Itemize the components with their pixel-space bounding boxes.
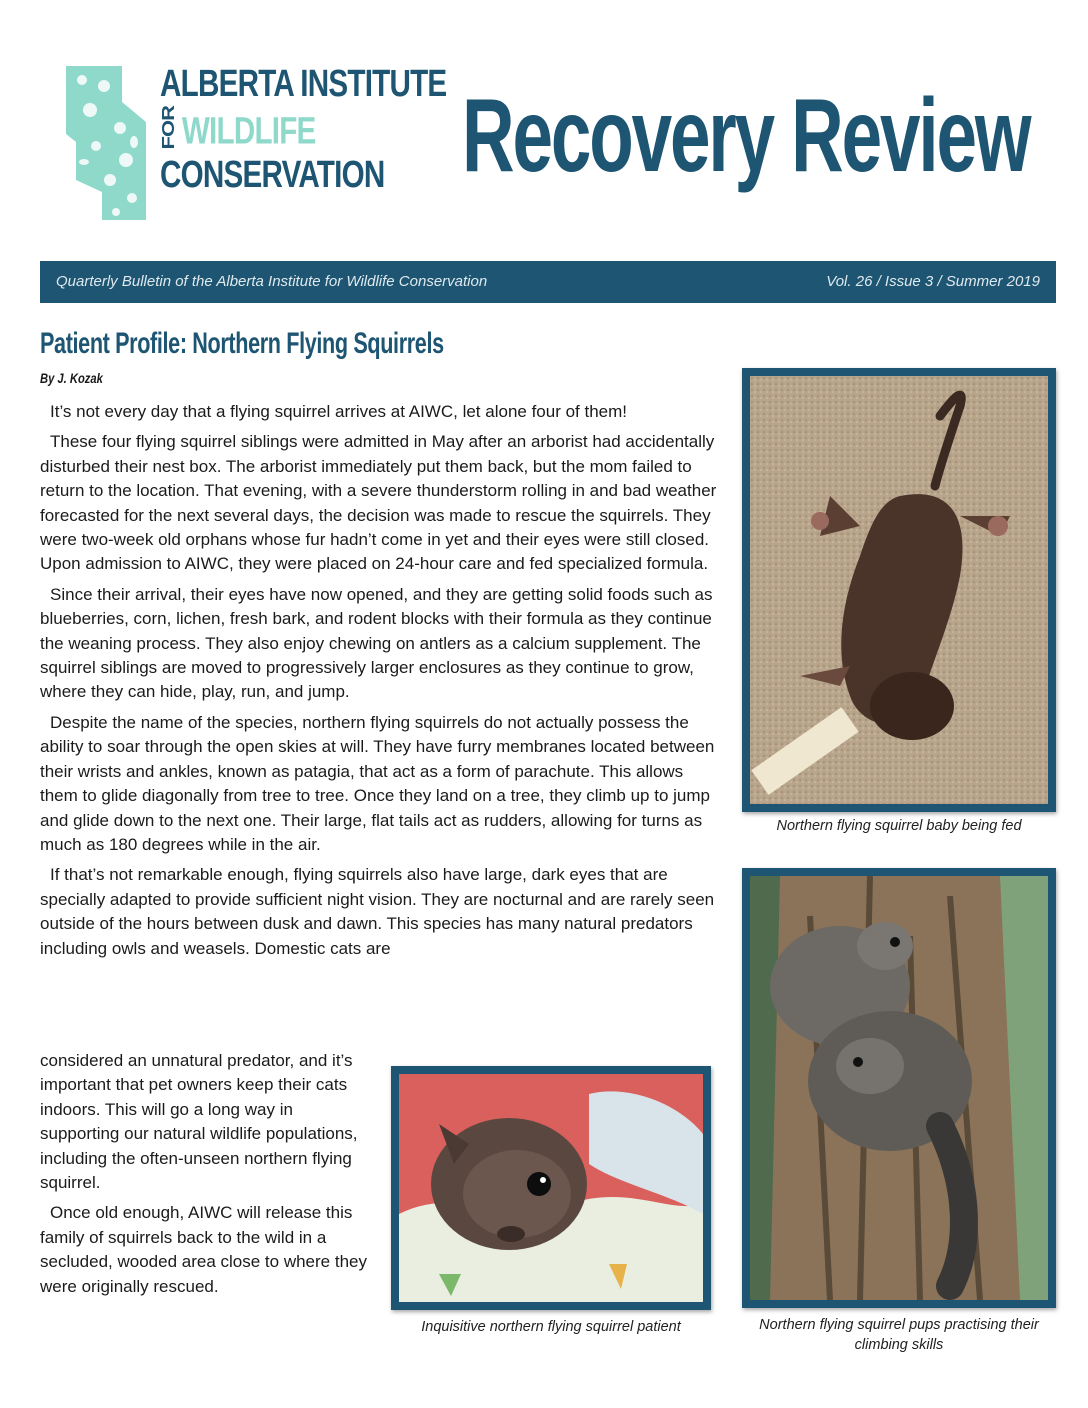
logo-for: FOR — [158, 106, 178, 150]
article-body-main — [40, 400, 720, 961]
paragraph: Since their arrival, their eyes have now opened, and they are getting solid foods such as blueberries, corn, lichen, fresh bark, and rodent blocks with their formula as they continue the weaning process. They also enjoy chewing on antlers as a calcium supplement. The squirrel siblings are moved to progressively larger enclosures as they continue to grow, where they can hide, play, run, and jump. — [40, 584, 713, 702]
photo-pups-climbing — [742, 868, 1056, 1308]
banner-publication: Quarterly Bulletin of the Alberta Institute for Wildlife Conservation — [56, 273, 488, 290]
caption-inquisitive-patient: Inquisitive northern flying squirrel patient — [421, 1319, 681, 1335]
squirrel-pups-image — [750, 876, 1048, 1300]
paragraph: Once old enough, AIWC will release this family of squirrels back to the wild in a secluded, wooded area close to where they were originally rescued. — [40, 1203, 367, 1296]
article-byline: By J. Kozak — [40, 370, 103, 386]
caption-baby-being-fed: Northern flying squirrel baby being fed — [776, 818, 1022, 834]
squirrel-baby-image — [750, 376, 1048, 804]
logo-line-3: CONSERVATION — [160, 154, 385, 197]
logo-animal-silhouettes-icon — [62, 62, 150, 222]
squirrel-patient-image — [399, 1074, 703, 1302]
paragraph: Despite the name of the species, northern flying squirrels do not actually possess the ability to soar through the open skies at will. They have furry membranes located between their wrists and ankles, known as patagia, that act as a form of parachute. This allows them to glide diagonally from tree to tree. Once they land on a tree, they climb up to jump and glide down to the next one. Their large, flat tails act as rudders, allowing for turns as much as 180 degrees while in the air. — [40, 712, 715, 854]
bulletin-banner — [40, 261, 1056, 303]
paragraph: These four flying squirrel siblings were admitted in May after an arborist had accidentally disturbed their nest box. The arborist immediately put them back, but the mom failed to return to the location. That evening, with a severe thunderstorm rolling in and bad weather forecasted for the next several days, the decision was made to rescue the squirrels. They were two-week old orphans whose fur hadn’t come in yet and their eyes were still closed. Upon admission to AIWC, they were placed on 24-hour care and fed specialized formula. — [40, 432, 717, 574]
logo-wordmark — [158, 62, 447, 197]
article-title: Patient Profile: Northern Flying Squirrels — [40, 327, 444, 360]
paragraph: considered an unnatural predator, and it’s important that pet owners keep their cats indoors. This will go a long way in supporting our natural wildlife populations, including the often-unseen northern flying squirrel. — [40, 1051, 358, 1193]
paragraph: It’s not every day that a flying squirrel arrives at AIWC, let alone four of them! — [50, 402, 628, 421]
masthead-title: Recovery Review — [462, 78, 1030, 194]
logo-line-1: ALBERTA INSTITUTE — [160, 63, 447, 105]
paragraph: If that’s not remarkable enough, flying squirrels also have large, dark eyes that are specially adapted to provide sufficient night vision. They are nocturnal and are rarely seen outside of the hours between dusk and dawn. This species has many natural predators including owls and weasels. Domestic cats are — [40, 865, 715, 958]
banner-issue: Vol. 26 / Issue 3 / Summer 2019 — [826, 273, 1040, 290]
article-body-narrow — [40, 1049, 370, 1299]
photo-baby-being-fed — [742, 368, 1056, 812]
caption-pups-climbing: Northern flying squirrel pups practising their climbing skills — [759, 1317, 1039, 1353]
logo-wildlife: WILDLIFE — [181, 110, 316, 153]
photo-inquisitive-patient — [391, 1066, 711, 1310]
